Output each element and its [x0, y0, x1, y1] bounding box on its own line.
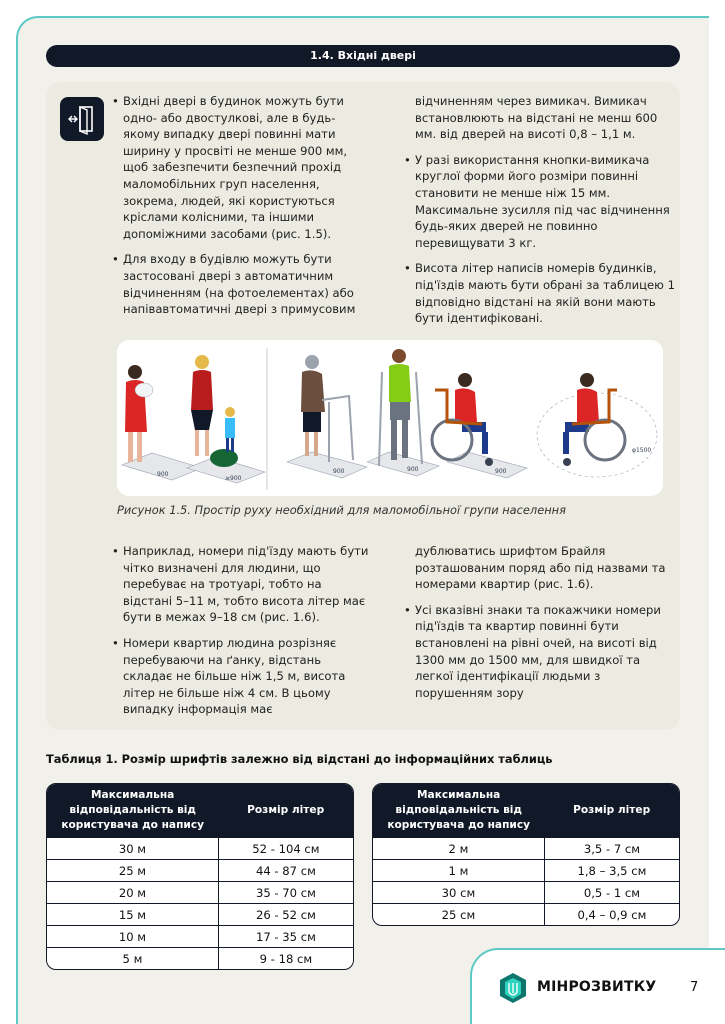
- table-cell: 10 м: [47, 926, 218, 948]
- bullet-signs-eye-level: • Усі вказівні знаки та покажчики номери під'їздів та квартир повинні бути встановлені на рівні очей, на висоті від 1300 мм до 1500 мм, для швидкої та легкої ідентифікації людьми з порушенням зору: [404, 602, 680, 702]
- table-row: [47, 904, 353, 926]
- table-row: [373, 904, 679, 926]
- table-title: Таблиця 1. Розмір шрифтів залежно від відстані до інформаційних таблиць: [46, 752, 553, 766]
- column-header-letter-size: Розмір літер: [218, 784, 353, 838]
- intro-column-left: [112, 93, 370, 327]
- table-row: [373, 882, 679, 904]
- table-cell: 15 м: [47, 904, 218, 926]
- bullet-door-width: • Вхідні двері в будинок можуть бути одно- або двостулкові, але в будь-якому випадку двері повинні мати ширину у просвіті не менше 900 мм, щоб забезпечити безпечний прохід маломобільних груп населення, зокрема, людей, які користуються кріслами колісними, та іншими допоміжними засобами (рис. 1.5).: [112, 93, 370, 242]
- door-exit-icon: [60, 97, 104, 141]
- table-cell: 30 м: [47, 838, 218, 860]
- dim-label: 900: [333, 468, 345, 475]
- table-cell: 35 - 70 см: [218, 882, 353, 904]
- table-cell: 17 - 35 см: [218, 926, 353, 948]
- table-row: [47, 838, 353, 860]
- table-cell: 26 - 52 см: [218, 904, 353, 926]
- dim-label: φ1500: [632, 447, 652, 454]
- section-title: 1.4. Вхідні двері: [46, 45, 680, 67]
- logo-text: МІНРОЗВИТКУ: [537, 979, 657, 995]
- bullet-automatic-doors: • Для входу в будівлю можуть бути застосовані двері з автоматичним відчиненням (на фотоелементах) або напівавтоматичні двері з примусовим: [112, 251, 370, 317]
- figure-illustration: [117, 340, 663, 496]
- dim-label: 900: [157, 471, 169, 478]
- table-row: [47, 926, 353, 948]
- table-cell: 0,5 - 1 см: [544, 882, 679, 904]
- font-size-table-left: [46, 783, 354, 970]
- table-cell: 2 м: [373, 838, 544, 860]
- column-header-distance: Максимальна відповідальність від користувача до напису: [47, 784, 218, 838]
- table-cell: 0,4 – 0,9 см: [544, 904, 679, 926]
- ministry-logo-icon: [498, 972, 528, 1004]
- table-cell: 1,8 – 3,5 см: [544, 860, 679, 882]
- body-column-left: [112, 543, 374, 727]
- column-header-distance: Максимальна відповідальність від користувача до напису: [373, 784, 544, 838]
- dim-label: 900: [407, 466, 419, 473]
- table-row: [47, 860, 353, 882]
- table-cell: 25 см: [373, 904, 544, 926]
- table-cell: 5 м: [47, 948, 218, 970]
- column-header-letter-size: Розмір літер: [544, 784, 679, 838]
- bullet-entrance-numbers: • Наприклад, номери під'їзду мають бути чітко визначені для людини, що перебуває на тротуарі, тобто на відстані 5–11 м, тобто висота літер має бути в межах 9–18 см (рис. 1.6).: [112, 543, 374, 626]
- intro-column-right: [404, 93, 680, 336]
- bullet-button-switch: • У разі використання кнопки-вимикача круглої форми його розміри повинні становити не менше ніж 15 мм. Максимальне зусилля під час відчинення будь-яких дверей не повинно перевищувати 3 кг.: [404, 152, 680, 252]
- bullet-apartment-numbers: • Номери квартир людина розрізняє перебуваючи на ґанку, відстань складає не більше ніж 1,5 м, висота літер не більше ніж 4 см. В цьому випадку інформація має: [112, 635, 374, 718]
- table-row: [373, 860, 679, 882]
- table-cell: 1 м: [373, 860, 544, 882]
- body-column-right: [404, 543, 680, 710]
- dim-label: ≥900: [225, 475, 242, 482]
- table-row: [373, 838, 679, 860]
- font-size-table-right: [372, 783, 680, 926]
- paragraph-continuation: дублюватись шрифтом Брайля розташованим поряд або під назвами та номерами квартир (рис. 1.6).: [415, 544, 666, 592]
- table-row: [47, 882, 353, 904]
- table-cell: 9 - 18 см: [218, 948, 353, 970]
- dim-label: 900: [495, 468, 507, 475]
- table-cell: 20 м: [47, 882, 218, 904]
- bullet-letter-height: • Висота літер написів номерів будинків, під'їздів мають бути обрані за таблицею 1 відповідно відстані на якій вони мають бути ідентифіковані.: [404, 260, 680, 326]
- table-cell: 25 м: [47, 860, 218, 882]
- table-cell: 52 - 104 см: [218, 838, 353, 860]
- table-row: [47, 948, 353, 970]
- page-number: 7: [690, 980, 699, 995]
- table-cell: 44 - 87 см: [218, 860, 353, 882]
- table-cell: 30 см: [373, 882, 544, 904]
- table-cell: 3,5 - 7 см: [544, 838, 679, 860]
- figure-caption: Рисунок 1.5. Простір руху необхідний для маломобільної групи населення: [117, 503, 566, 517]
- paragraph-continuation: відчиненням через вимикач. Вимикач встановлюють на відстані не менш 600 мм. від дверей на висоті 0,8 – 1,1 м.: [415, 94, 658, 142]
